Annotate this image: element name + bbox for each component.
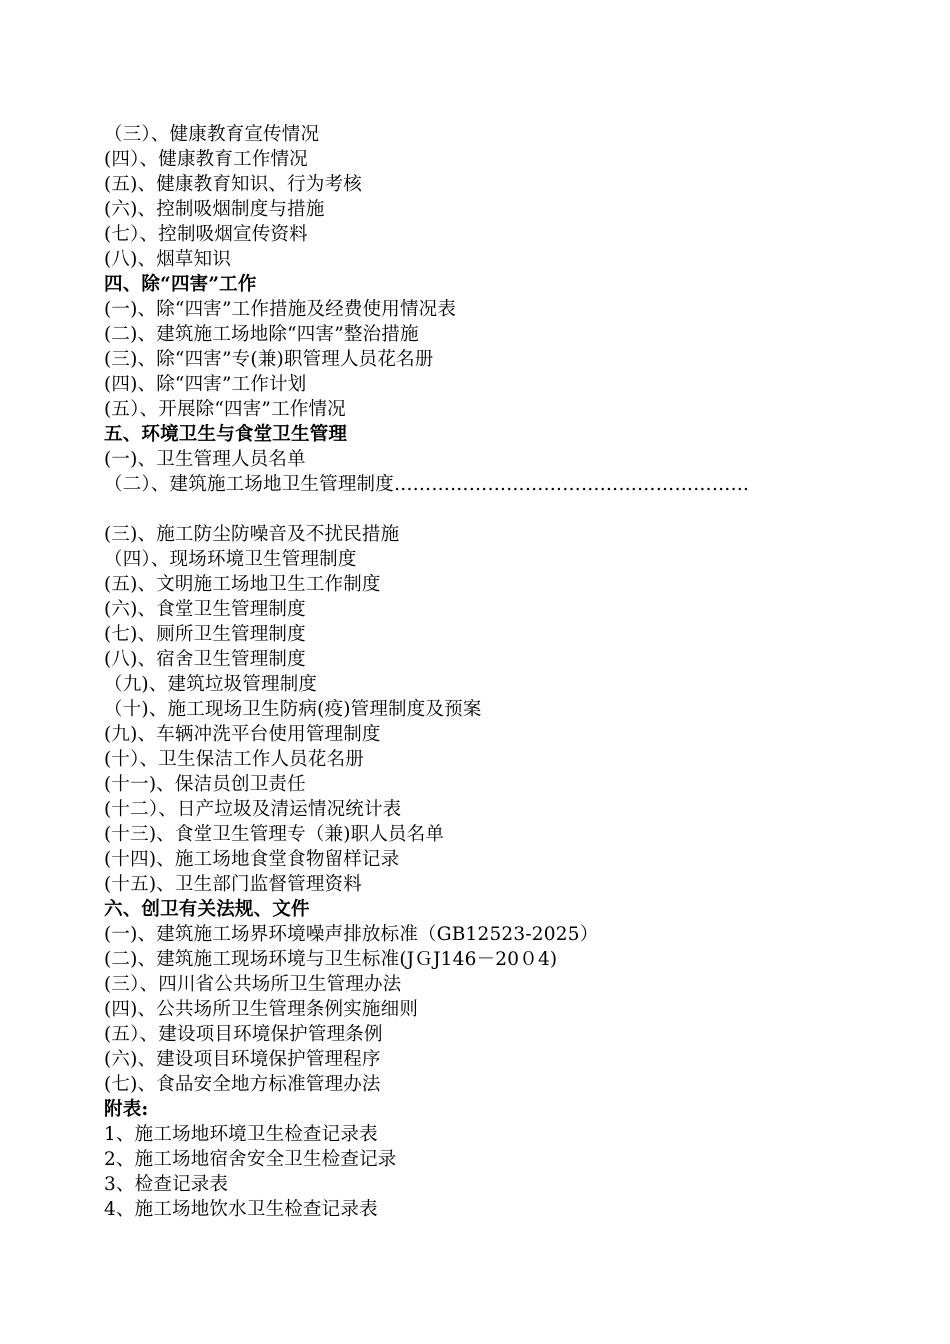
toc-entry: （十)、施工现场卫生防病(疫)管理制度及预案 [104, 699, 482, 720]
table-of-contents [104, 122, 884, 1222]
toc-entry: （二）、建筑施工场地卫生管理制度………………………………………………… [104, 474, 750, 495]
toc-section-heading: 四、除“四害”工作 [104, 274, 257, 295]
toc-section-heading: 附表: [104, 1099, 149, 1120]
toc-entry: (五）、建设项目环境保护管理条例 [104, 1024, 383, 1045]
toc-entry: (七)、厕所卫生管理制度 [104, 624, 306, 645]
toc-entry: (十一)、保洁员创卫责任 [104, 774, 306, 795]
toc-entry: (五）、开展除“四害”工作情况 [104, 399, 346, 420]
toc-entry: (一)、建筑施工场界环境噪声排放标准（GB12523-2025） [104, 924, 599, 945]
toc-entry: （四）、现场环境卫生管理制度 [104, 549, 357, 570]
toc-entry: (六)、食堂卫生管理制度 [104, 599, 306, 620]
toc-entry: (二)、建筑施工场地除“四害”整治措施 [104, 324, 419, 345]
toc-section-heading: 六、创卫有关法规、文件 [104, 899, 310, 920]
toc-entry: (五)、健康教育知识、行为考核 [104, 174, 362, 195]
toc-entry: (六)、建设项目环境保护管理程序 [104, 1049, 381, 1070]
toc-entry: (六)、控制吸烟制度与措施 [104, 199, 325, 220]
toc-entry: (四)、公共场所卫生管理条例实施细则 [104, 999, 419, 1020]
toc-entry: (八)、宿舍卫生管理制度 [104, 649, 306, 670]
toc-entry: （九)、建筑垃圾管理制度 [104, 674, 318, 695]
toc-entry: (一)、除“四害”工作措施及经费使用情况表 [104, 299, 457, 320]
toc-entry: (四)、除“四害”工作计划 [104, 374, 307, 395]
toc-entry: (七）、控制吸烟宣传资料 [104, 224, 308, 245]
toc-entry: 3、检查记录表 [104, 1174, 229, 1195]
toc-entry: (二)、建筑施工现场环境与卫生标准(JＧJ146－20０4) [104, 949, 558, 970]
toc-entry: (三)、除“四害”专(兼)职管理人员花名册 [104, 349, 434, 370]
toc-entry: (三）、四川省公共场所卫生管理办法 [104, 974, 402, 995]
toc-entry: (一)、卫生管理人员名单 [104, 449, 306, 470]
toc-entry: (十）、卫生保洁工作人员花名册 [104, 749, 364, 770]
toc-entry: (八)、烟草知识 [104, 249, 232, 270]
toc-entry: (四）、健康教育工作情况 [104, 149, 308, 170]
toc-entry: (五)、文明施工场地卫生工作制度 [104, 574, 381, 595]
toc-entry: (十三)、食堂卫生管理专（兼)职人员名单 [104, 824, 445, 845]
toc-entry: (三)、施工防尘防噪音及不扰民措施 [104, 524, 400, 545]
toc-entry: (七)、食品安全地方标准管理办法 [104, 1074, 381, 1095]
toc-entry: (十五)、卫生部门监督管理资料 [104, 874, 362, 895]
toc-entry: (十四)、施工场地食堂食物留样记录 [104, 849, 400, 870]
toc-entry: 2、施工场地宿舍安全卫生检查记录 [104, 1149, 397, 1170]
toc-section-heading: 五、环境卫生与食堂卫生管理 [104, 424, 348, 445]
toc-entry: （三）、健康教育宣传情况 [104, 124, 320, 145]
toc-entry: 4、施工场地饮水卫生检查记录表 [104, 1199, 378, 1220]
toc-entry: 1、施工场地环境卫生检查记录表 [104, 1124, 378, 1145]
toc-entry: (十二）、日产垃圾及清运情况统计表 [104, 799, 402, 820]
toc-entry: (九)、车辆冲洗平台使用管理制度 [104, 724, 381, 745]
